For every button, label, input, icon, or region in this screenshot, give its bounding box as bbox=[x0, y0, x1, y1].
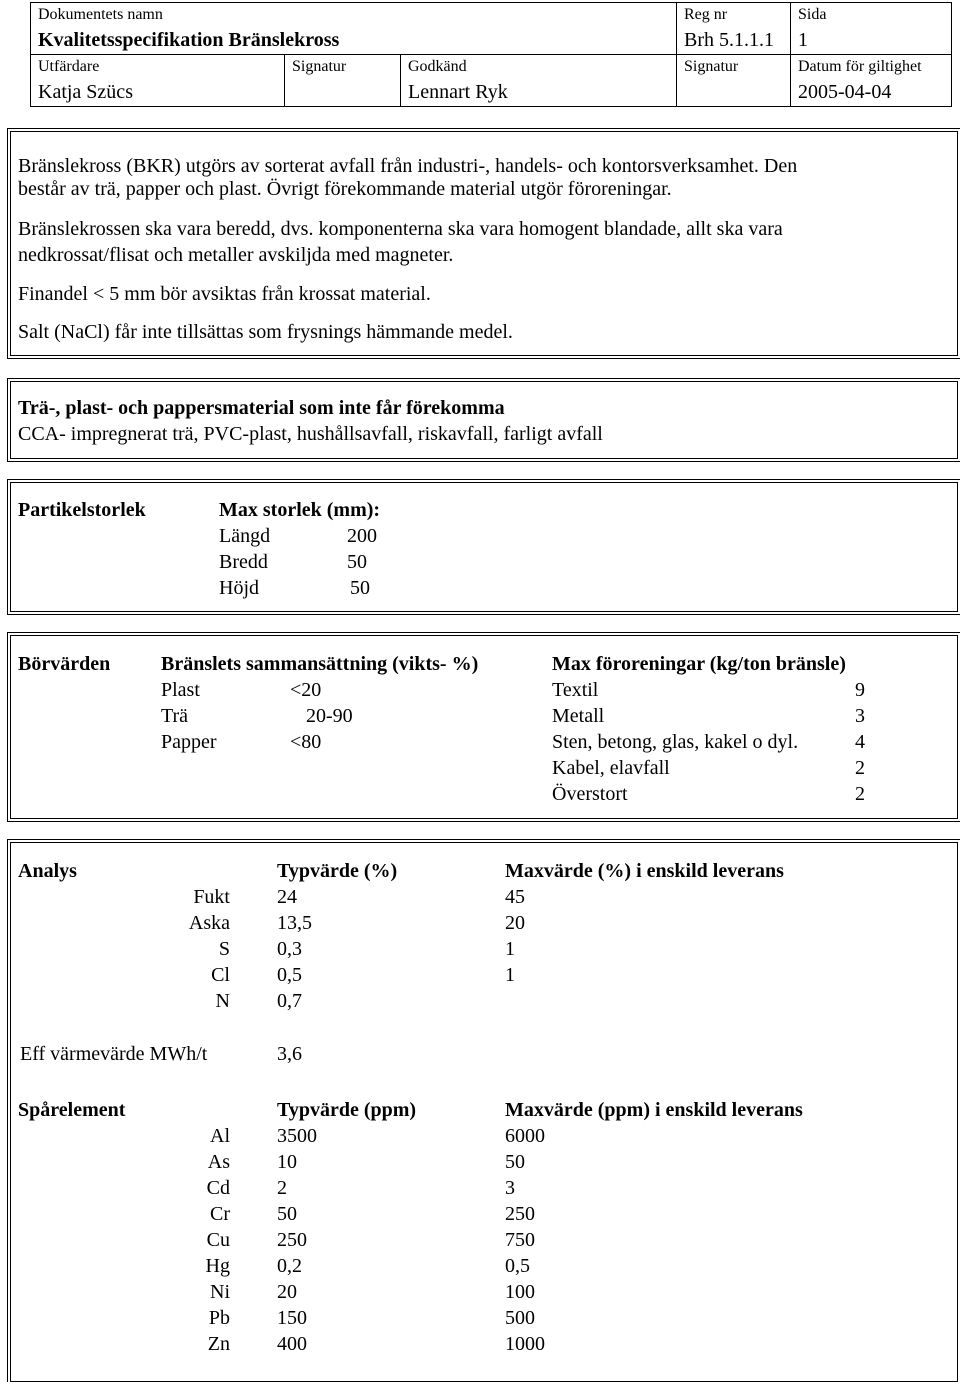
analysis-col-typ: Typvärde (%) bbox=[277, 860, 398, 882]
trace-row-typ: 0,2 bbox=[277, 1255, 302, 1277]
trace-row-typ: 50 bbox=[277, 1203, 297, 1225]
particle-row-value: 50 bbox=[347, 551, 367, 573]
heat-value-label: Eff värmevärde MWh/t bbox=[20, 1043, 208, 1065]
analysis-row-max: 1 bbox=[505, 964, 515, 986]
impurity-name: Kabel, elavfall bbox=[552, 757, 670, 779]
intro-p3: Finandel < 5 mm bör avsiktas från krossat material. bbox=[18, 283, 431, 305]
page-value: 1 bbox=[798, 29, 808, 51]
composition-name: Trä bbox=[161, 705, 189, 727]
trace-row-name: Pb bbox=[208, 1307, 230, 1329]
valid-date: 2005-04-04 bbox=[798, 81, 892, 103]
analysis-row-typ: 0,7 bbox=[277, 990, 302, 1012]
analysis-row-typ: 13,5 bbox=[277, 912, 312, 934]
approver-name: Lennart Ryk bbox=[408, 81, 508, 103]
analysis-row-max: 20 bbox=[505, 912, 525, 934]
impurity-value: 4 bbox=[855, 731, 865, 753]
impurity-name: Metall bbox=[552, 705, 605, 727]
trace-row-name: Zn bbox=[207, 1333, 230, 1355]
particle-row-value: 200 bbox=[347, 525, 377, 547]
document-header bbox=[0, 0, 960, 108]
analysis-row-name: S bbox=[218, 938, 230, 960]
approved-label: Godkänd bbox=[408, 58, 467, 75]
valid-date-label: Datum för giltighet bbox=[798, 58, 922, 75]
issuer-label: Utfärdare bbox=[38, 58, 100, 75]
trace-row-typ: 2 bbox=[277, 1177, 287, 1199]
impurity-value: 2 bbox=[855, 783, 865, 805]
analysis-row-max: 45 bbox=[505, 886, 525, 908]
issuer-name: Katja Szücs bbox=[38, 81, 133, 103]
trace-row-name: Cu bbox=[206, 1229, 230, 1251]
forbidden-text: CCA- impregnerat trä, PVC-plast, hushållsavfall, riskavfall, farligt avfall bbox=[18, 423, 603, 445]
doc-name-label: Dokumentets namn bbox=[38, 6, 163, 23]
analysis-row-typ: 0,5 bbox=[277, 964, 302, 986]
trace-row-name: Cr bbox=[210, 1203, 230, 1225]
trace-row-name: Cd bbox=[206, 1177, 230, 1199]
impurity-value: 2 bbox=[855, 757, 865, 779]
composition-value: <20 bbox=[290, 679, 322, 701]
analysis-row-name: N bbox=[215, 990, 230, 1012]
analysis-row-typ: 0,3 bbox=[277, 938, 302, 960]
composition-value: 20-90 bbox=[306, 705, 353, 727]
reg-value: Brh 5.1.1.1 bbox=[684, 29, 774, 51]
impurity-name: Textil bbox=[552, 679, 599, 701]
intro-p2-line1: Bränslekrossen ska vara beredd, dvs. komponenterna ska vara homogent blandade, allt ska vara bbox=[18, 218, 783, 240]
trace-row-name: Hg bbox=[205, 1255, 230, 1277]
particle-label: Partikelstorlek bbox=[18, 499, 146, 521]
forbidden-box bbox=[10, 381, 958, 459]
trace-row-typ: 150 bbox=[277, 1307, 307, 1329]
analysis-row-name: Aska bbox=[188, 912, 230, 934]
particle-row-name: Höjd bbox=[219, 577, 259, 599]
trace-row-name: Al bbox=[210, 1125, 230, 1147]
trace-row-name: Ni bbox=[210, 1281, 230, 1303]
trace-row-max: 500 bbox=[505, 1307, 535, 1329]
trace-row-max: 6000 bbox=[505, 1125, 545, 1147]
impurity-name: Sten, betong, glas, kakel o dyl. bbox=[552, 731, 799, 753]
particle-box bbox=[10, 482, 958, 612]
intro-p1-line2: består av trä, papper och plast. Övrigt förekommande material utgör föroreningar. bbox=[18, 178, 672, 200]
doc-name: Kvalitetsspecifikation Bränslekross bbox=[38, 29, 340, 51]
particle-row-name: Längd bbox=[219, 525, 271, 547]
impurity-name: Överstort bbox=[552, 783, 628, 805]
intro-p4: Salt (NaCl) får inte tillsättas som frysnings hämmande medel. bbox=[18, 321, 513, 343]
intro-p2-line2: nedkrossat/flisat och metaller avskiljda med magneter. bbox=[18, 244, 454, 266]
trace-row-typ: 3500 bbox=[277, 1125, 317, 1147]
trace-row-max: 50 bbox=[505, 1151, 525, 1173]
composition-value: <80 bbox=[290, 731, 322, 753]
forbidden-heading: Trä-, plast- och pappersmaterial som inte får förekomma bbox=[18, 397, 505, 419]
reg-label: Reg nr bbox=[684, 6, 728, 23]
intro-p1-line1: Bränslekross (BKR) utgörs av sorterat avfall från industri-, handels- och kontorsverksamhet. Den bbox=[18, 155, 798, 177]
trace-row-max: 1000 bbox=[505, 1333, 545, 1355]
analysis-col-max: Maxvärde (%) i enskild leverans bbox=[505, 860, 784, 882]
trace-row-typ: 20 bbox=[277, 1281, 297, 1303]
analysis-label: Analys bbox=[18, 860, 77, 882]
trace-row-max: 0,5 bbox=[505, 1255, 530, 1277]
analysis-row-name: Fukt bbox=[193, 886, 230, 908]
composition-name: Papper bbox=[161, 731, 217, 753]
impurities-heading: Max föroreningar (kg/ton bränsle) bbox=[552, 653, 846, 675]
analysis-row-max: 1 bbox=[505, 938, 515, 960]
impurity-value: 3 bbox=[855, 705, 865, 727]
trace-row-name: As bbox=[207, 1151, 230, 1173]
trace-row-max: 100 bbox=[505, 1281, 535, 1303]
heat-value: 3,6 bbox=[277, 1043, 302, 1065]
trace-row-typ: 10 bbox=[277, 1151, 297, 1173]
composition-name: Plast bbox=[161, 679, 200, 701]
signature-label-1: Signatur bbox=[292, 58, 347, 75]
target-label: Börvärden bbox=[18, 653, 111, 675]
trace-row-typ: 250 bbox=[277, 1229, 307, 1251]
particle-heading: Max storlek (mm): bbox=[219, 499, 381, 521]
trace-col-typ: Typvärde (ppm) bbox=[277, 1099, 417, 1121]
trace-row-max: 750 bbox=[505, 1229, 535, 1251]
composition-heading: Bränslets sammansättning (vikts- %) bbox=[161, 653, 479, 675]
signature-label-2: Signatur bbox=[684, 58, 739, 75]
impurity-value: 9 bbox=[855, 679, 865, 701]
particle-row-name: Bredd bbox=[219, 551, 268, 573]
trace-row-max: 3 bbox=[505, 1177, 515, 1199]
trace-col-max: Maxvärde (ppm) i enskild leverans bbox=[505, 1099, 803, 1121]
analysis-row-typ: 24 bbox=[277, 886, 297, 908]
trace-row-max: 250 bbox=[505, 1203, 535, 1225]
analysis-row-name: Cl bbox=[211, 964, 230, 986]
page-label: Sida bbox=[798, 6, 827, 23]
particle-row-value: 50 bbox=[350, 577, 370, 599]
trace-row-typ: 400 bbox=[277, 1333, 307, 1355]
trace-label: Spårelement bbox=[18, 1099, 126, 1121]
